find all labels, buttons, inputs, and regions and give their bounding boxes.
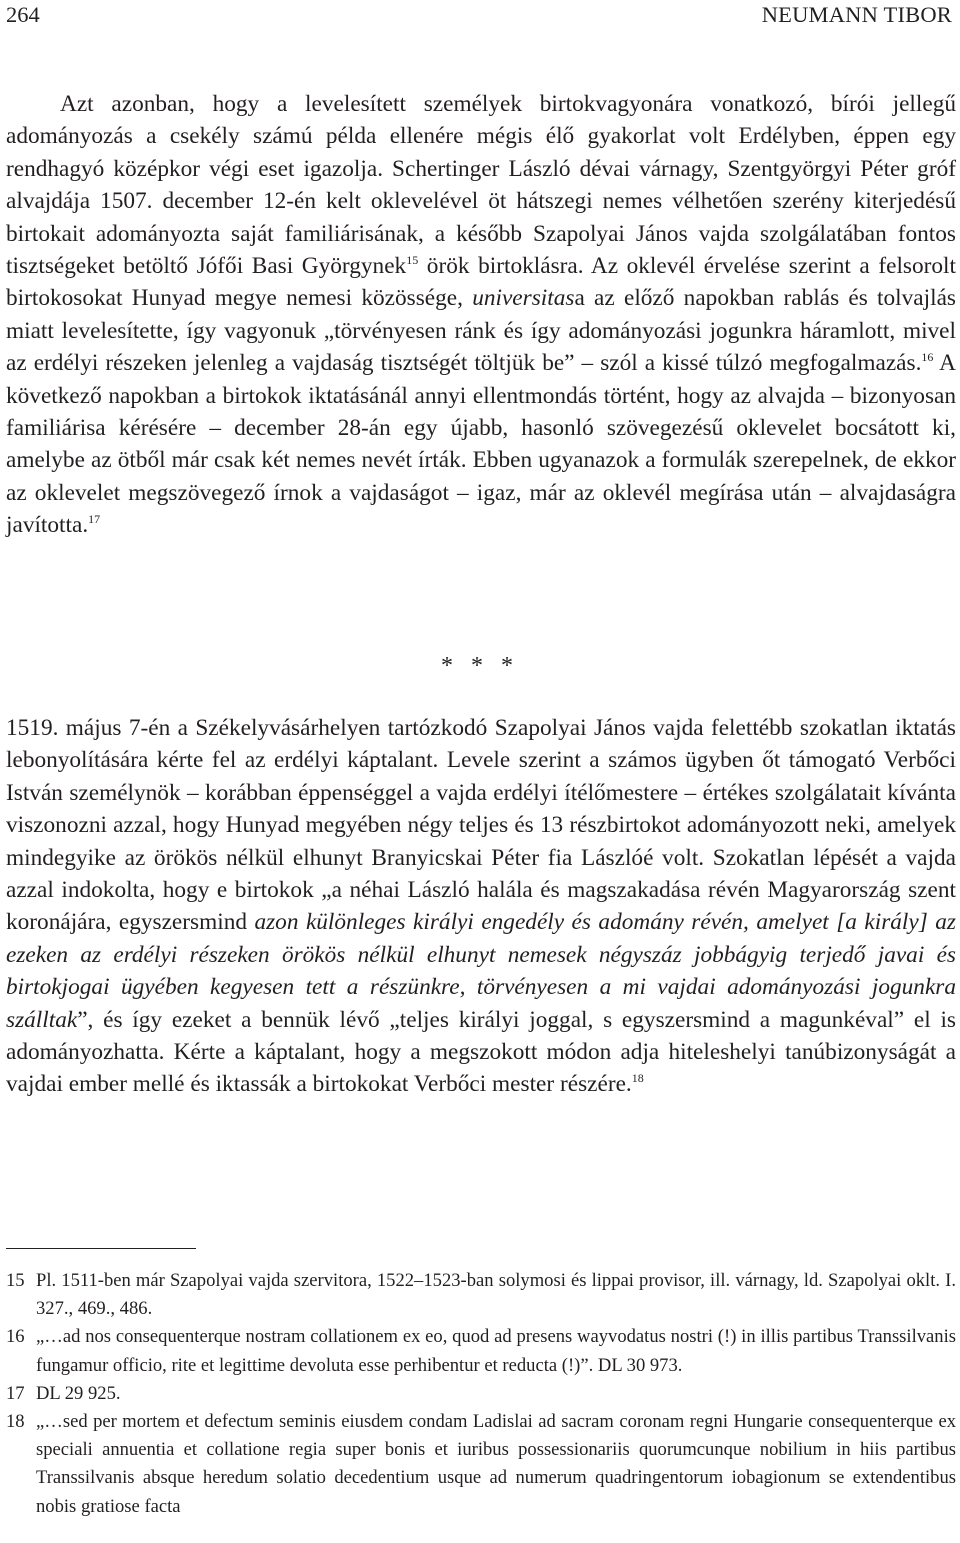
italic-quote: azon különleges királyi engedély és adomány révén, amelyet [a király] az ezeken az erdélyi részeken örökös nélkül elhunyt nemesek négyszáz jobbágyig terjedő javai és birtokjogai ügyében kegyesen tett a részünkre, törvényesen a mi vajdai adományozási jogunkra szálltak bbox=[6, 909, 956, 1033]
text-segment: a az előző napokban rablás és tolvajlás miatt levelesítette, így vagyonuk „törvényesen ránk és így adományozási jogunkra háramlott, mivel az erdélyi részeken jelenleg a vajdaság tisztségét töltjük be” – szól a kissé túlzó megfogalmazás. bbox=[6, 285, 956, 377]
footnote-number: 17 bbox=[6, 1382, 25, 1404]
footnote-text: „…ad nos consequenterque nostram collationem ex eo, quod ad presens wayvodatus nostri (!) in illis partibus Transsilvanis fungamur officio, rite et legittime devoluta esse perhibentur et reducta (!)”. DL 30 973. bbox=[36, 1326, 956, 1376]
footnote bbox=[6, 1408, 956, 1517]
text-segment: Azt azonban, hogy a levelesített személyek birtokvagyonára vonatkozó, bírói jellegű adományozás a csekély számú példa ellenére mégis élő gyakorlat volt Erdélyben, éppen egy rendhagyó középkor végi eset igazolja. Schertinger László dévai várnagy, Szentgyörgyi Péter gróf alvajdája 1507. december 12-én kelt oklevelével öt hátszegi nemes vélhetően szerény kiterjedésű birtokait adományozta saját familiárisának, a később Szapolyai János vajda szolgálatában fontos tisztségeket betöltő Jófői Basi Györgynek bbox=[6, 91, 956, 280]
footnote bbox=[6, 1267, 956, 1323]
text-segment: ”, és így ezeket a bennük lévő „teljes királyi joggal, s egyszersmind a magunkéval” el is adományozhatta. Kérte a káptalant, hogy a megszokott módon adja hiteleshelyi tanúbizonyságát a vajdai ember mellé és iktassák a birtokokat Verbőci mester részére. bbox=[6, 1006, 956, 1098]
page-number: 264 bbox=[6, 2, 40, 27]
footnote-text: „…sed per mortem et defectum seminis eiusdem condam Ladislai ad sacram coronam regni Hungarie consequenterque ex speciali annuentia et collatione regia super bonis et iuribus possessionariis quorumcunque nobilium in hiis partibus Transsilvanis absque heredum solatio decedentium usque ad numerum quadringentorum iobagionum se extendentibus nobis gratiose facta bbox=[36, 1411, 956, 1517]
footnote-divider bbox=[6, 1248, 196, 1249]
body-paragraph-1 bbox=[6, 88, 956, 542]
footnote-number: 15 bbox=[6, 1270, 25, 1291]
section-separator: * * * bbox=[441, 653, 519, 679]
footnote-number: 18 bbox=[6, 1411, 25, 1433]
footnote-ref-18: 18 bbox=[631, 1071, 644, 1086]
footnote bbox=[6, 1323, 956, 1379]
page-header bbox=[6, 0, 952, 30]
body-paragraph-2 bbox=[6, 712, 956, 1101]
footnote bbox=[6, 1380, 956, 1408]
footnote-ref-17: 17 bbox=[88, 512, 101, 527]
text-segment: örök birtoklásra. Az oklevél érvelése szerint a felsorolt birtokosokat Hunyad megye nemesi közössége, bbox=[6, 253, 956, 312]
footnote-text: DL 29 925. bbox=[36, 1382, 121, 1404]
footnotes bbox=[6, 1267, 956, 1517]
footnote-number: 16 bbox=[6, 1326, 25, 1348]
text-segment: 1519. május 7-én a Székelyvásárhelyen tartózkodó Szapolyai János vajda felettébb szokatlan iktatás lebonyolítására kérte fel az erdélyi káptalant. Levele szerint a számos ügyben őt támogató Verbőci István személynök – korábban éppenséggel a vajda erdélyi ítélőmestere – értékes szolgálatait kívánta viszonozni azzal, hogy Hunyad megyében négy teljes és 13 részbirtokot adományozott neki, amelyek mindegyike az örökös nélkül elhunyt Branyicskai Péter fia Lászlóé volt. Szokatlan lépését a vajda azzal indokolta, hogy e birtokok „a néhai László halála és magszakadása révén Magyarország szent koronájára, egyszersmind bbox=[6, 715, 956, 936]
running-title: NEUMANN TIBOR bbox=[761, 2, 952, 27]
footnote-ref-15: 15 bbox=[406, 253, 419, 268]
footnote-text: Pl. 1511-ben már Szapolyai vajda szervitora, 1522–1523-ban solymosi és lippai provisor, ill. várnagy, ld. Szapolyai oklt. I. 327., 469., 486. bbox=[36, 1270, 956, 1320]
footnote-ref-16: 16 bbox=[921, 350, 934, 365]
text-segment: A következő napokban a birtokok iktatásánál annyi ellentmondás történt, hogy az alvajda – bizonyosan familiárisa kérésére – december 28-án egy újabb, hasonló szövegezésű oklevelet bocsátott ki, amelybe az ötből már csak két nemes nevét írták. Ebben ugyanazok a formulák szerepelnek, de ekkor az oklevelet megszövegező írnok a vajdaságot – igaz, már az oklevél megírása után – alvajdaságra javította. bbox=[6, 350, 956, 539]
italic-term: universitas bbox=[472, 285, 575, 312]
